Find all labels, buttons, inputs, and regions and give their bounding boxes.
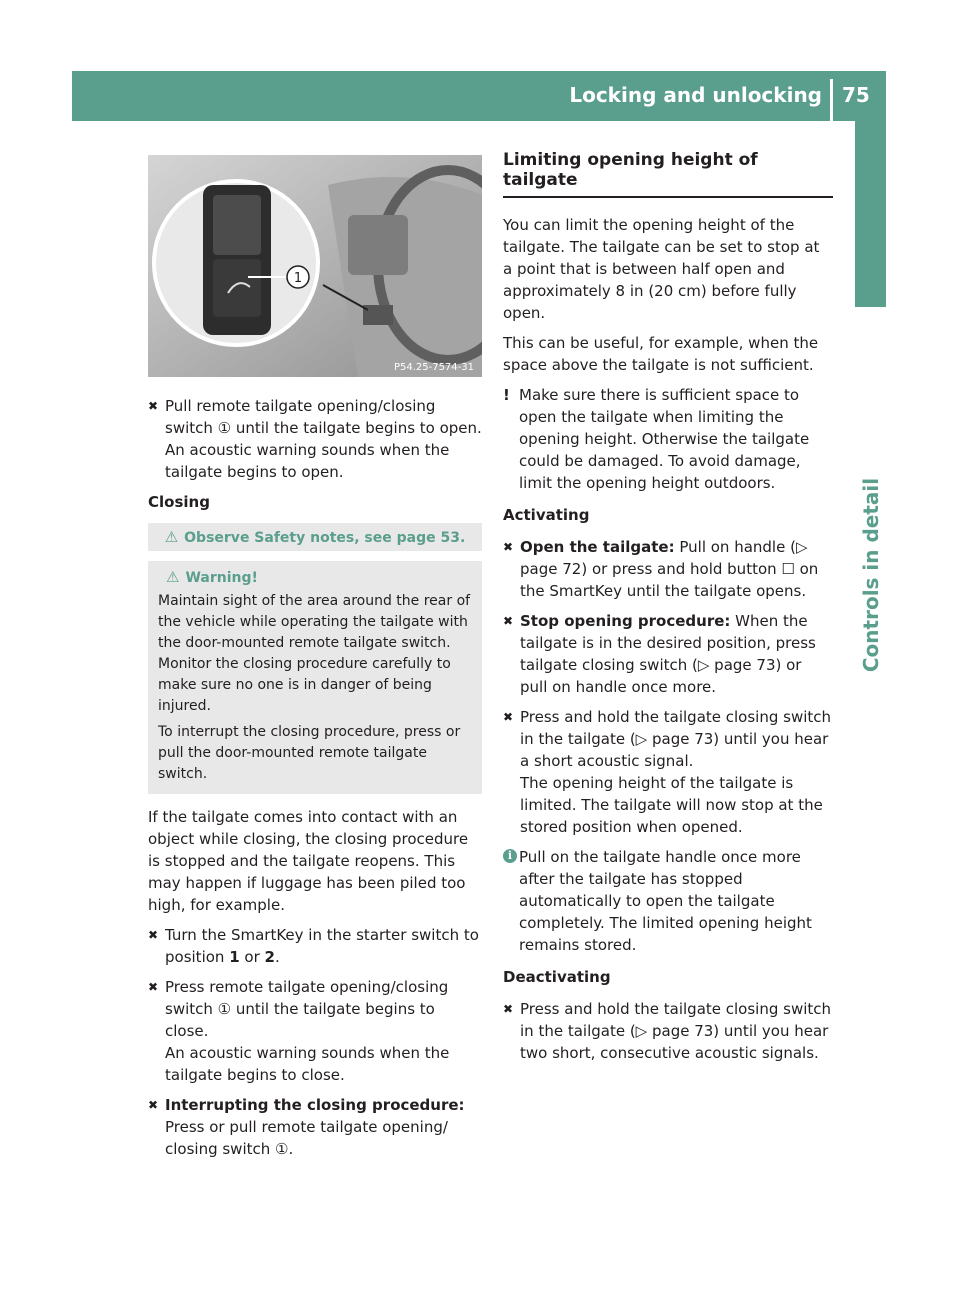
section-title: Limiting opening height of tailgate xyxy=(503,150,833,198)
step-arrow-icon: ✖ xyxy=(148,928,159,942)
step-deactivate: ✖ Press and hold the tailgate closing switch in the tailgate (▷ page 73) until you hear two short, consecutive acoustic signals. xyxy=(503,1000,832,1062)
tailgate-switch-photo xyxy=(148,155,482,377)
deactivating-heading: Deactivating xyxy=(503,968,611,986)
chapter-title: Locking and unlocking xyxy=(569,83,822,107)
step-pull-switch: ✖ Pull remote tailgate opening/closing switch ① until the tailgate begins to open. An acoustic warning sounds when the tailgate begins to open. xyxy=(148,397,482,481)
step-arrow-icon: ✖ xyxy=(148,399,159,413)
caution-note: ! Make sure there is sufficient space to open the tailgate when limiting the opening height. Otherwise the tailgate could be damaged. To avoid damage, limit the opening height outdoors. xyxy=(503,386,810,492)
step-press-switch: ✖ Press remote tailgate opening/closing switch ① until the tailgate begins to close. An acoustic warning sounds when the tailgate begins to close. xyxy=(148,978,450,1084)
step-press-hold: ✖ Press and hold the tailgate closing switch in the tailgate (▷ page 73) until you hear a short acoustic signal. The opening height of the tailgate is limited. The tailgate will now stop at the stored position when opened. xyxy=(503,708,832,836)
paragraph: This can be useful, for example, when the space above the tailgate is not sufficient. xyxy=(503,334,819,374)
callout-number: 1 xyxy=(293,271,303,286)
side-tab-marker xyxy=(855,121,886,307)
activating-heading: Activating xyxy=(503,506,590,524)
header-divider xyxy=(830,79,833,121)
warning-text: To interrupt the closing procedure, press or pull the door-mounted remote tailgate switch. xyxy=(158,724,461,782)
step-interrupt: ✖ Interrupting the closing procedure: Press or pull remote tailgate opening/ closing switch ①. xyxy=(148,1096,465,1158)
step-arrow-icon: ✖ xyxy=(148,980,159,994)
paragraph: If the tailgate comes into contact with an object while closing, the closing procedure is stopped and the tailgate reopens. This may happen if luggage has been piled too high, for example. xyxy=(148,808,469,914)
section-side-label: Controls in detail xyxy=(859,477,883,673)
step-arrow-icon: ✖ xyxy=(148,1098,159,1112)
step-open-tailgate: ✖ Open the tailgate: Pull on handle (▷ page 72) or press and hold button ☐ on the SmartKey until the tailgate opens. xyxy=(503,538,819,600)
warning-box xyxy=(148,561,482,794)
warning-triangle-icon: ⚠ xyxy=(164,528,179,546)
warning-text: Maintain sight of the area around the rear of the vehicle while operating the tailgate with the door-mounted remote tailgate switch. Monitor the closing procedure carefully to make sure no one is in danger of being injured. xyxy=(158,593,471,714)
warning-triangle-icon: ⚠ xyxy=(166,568,180,586)
right-column xyxy=(503,150,833,1072)
step-arrow-icon: ✖ xyxy=(503,710,514,724)
closing-heading: Closing xyxy=(148,493,210,511)
paragraph: You can limit the opening height of the tailgate. The tailgate can be set to stop at a point that is between half open and approximately 8 in (20 cm) before fully open. xyxy=(503,216,820,322)
safety-notes-box: ⚠ Observe Safety notes, see page 53. xyxy=(148,523,482,551)
step-turn-smartkey: ✖ Turn the SmartKey in the starter switch to position 1 or 2. xyxy=(148,926,479,966)
caution-icon: ! xyxy=(503,386,510,404)
left-column xyxy=(148,155,482,1168)
step-arrow-icon: ✖ xyxy=(503,614,514,628)
info-icon: i xyxy=(503,849,517,863)
step-arrow-icon: ✖ xyxy=(503,540,514,554)
step-arrow-icon: ✖ xyxy=(503,1002,514,1016)
door-panel-illustration xyxy=(148,155,482,377)
warning-title: ⚠ Warning! xyxy=(166,568,258,586)
page-header xyxy=(72,71,886,121)
info-note: i Pull on the tailgate handle once more after the tailgate has stopped automatically to open the tailgate completely. The limited opening height remains stored. xyxy=(503,846,833,956)
photo-reference-code: P54.25-7574-31 xyxy=(393,362,474,373)
page-number: 75 xyxy=(842,83,870,107)
step-stop-opening: ✖ Stop opening procedure: When the tailgate is in the desired position, press tailgate closing switch (▷ page 73) or pull on handle once more. xyxy=(503,612,816,696)
